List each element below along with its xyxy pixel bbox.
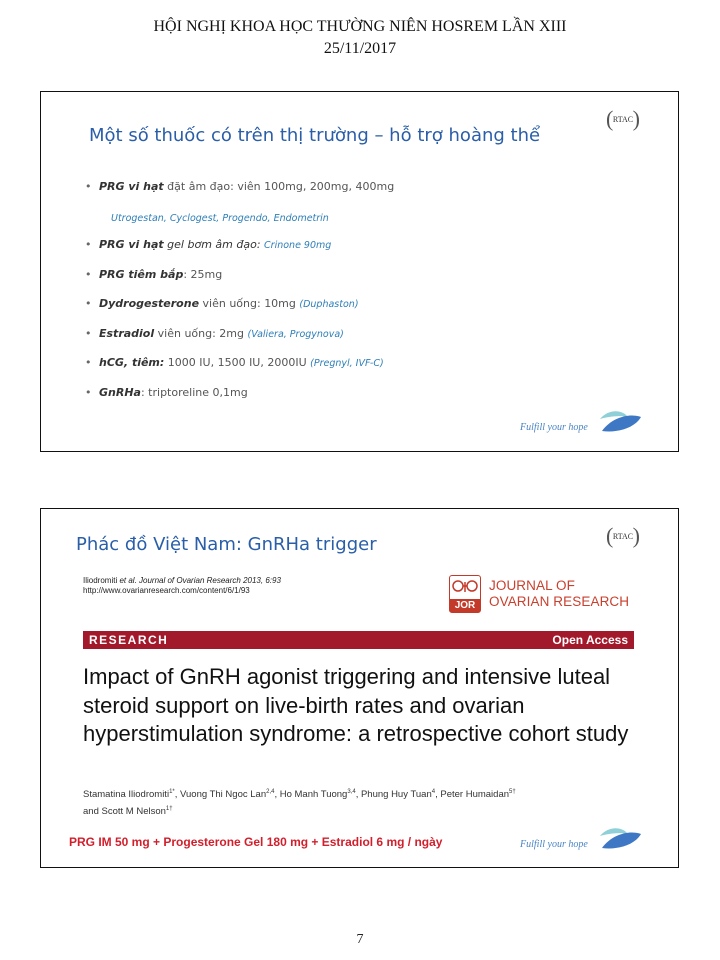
jor-logo-icon: JOR bbox=[449, 575, 481, 613]
slide-gnrha-trigger bbox=[40, 508, 679, 868]
list-item: • Estradiol viên uống: 2mg (Valiera, Progynova) bbox=[85, 326, 344, 340]
rtac-logo: ( ) RTAC bbox=[606, 523, 640, 548]
journal-name: JOURNAL OF OVARIAN RESEARCH bbox=[489, 578, 630, 609]
citation: Iliodromiti et al. Journal of Ovarian Research 2013, 6:93 http://www.ovarianresearch.com/content/6/1/93 bbox=[83, 576, 281, 595]
citation-url: http://www.ovarianresearch.com/content/6/1/93 bbox=[83, 586, 250, 595]
author-list: Stamatina Iliodromiti$^{1*}$, Vuong Thi Ngoc Lan$^{2,4}$, Ho Manh Tuong$^{3,4}$, Phung Huy Tuan$^4$, Peter Humaidan$^{5\dagger}$ and Scott M Nelson$^{1\dagger}$ bbox=[83, 789, 516, 818]
list-item: • PRG tiêm bắp: 25mg bbox=[85, 267, 223, 281]
research-bar bbox=[83, 631, 634, 649]
brand-names: Utrogestan, Cyclogest, Progendo, Endometrin bbox=[111, 213, 329, 224]
list-item: • Dydrogesterone viên uống: 10mg (Duphaston) bbox=[85, 297, 359, 310]
bullet-icon: • bbox=[85, 356, 92, 369]
list-item: • PRG vi hạt gel bơm âm đạo: Crinone 90mg bbox=[85, 238, 332, 251]
list-item: • PRG vi hạt đặt âm đạo: viên 100mg, 200mg, 400mg bbox=[85, 180, 395, 193]
research-label: RESEARCH bbox=[89, 633, 169, 647]
tagline: Fulfill your hope bbox=[520, 422, 588, 433]
tagline: Fulfill your hope bbox=[520, 839, 588, 850]
protocol-text: PRG IM 50 mg + Progesterone Gel 180 mg + Estradiol 6 mg / ngày bbox=[69, 835, 443, 849]
slide-title: Phác đồ Việt Nam: GnRHa trigger bbox=[76, 534, 377, 555]
leaf-logo-icon bbox=[598, 826, 642, 850]
bullet-icon: • bbox=[85, 326, 92, 340]
rtac-logo: ( ) RTAC bbox=[606, 106, 640, 131]
bullet-icon: • bbox=[85, 267, 92, 281]
leaf-logo-icon bbox=[598, 409, 642, 433]
slide-luteal-support-drugs bbox=[40, 91, 679, 452]
page-number: 7 bbox=[356, 932, 364, 947]
conference-date: 25/11/2017 bbox=[323, 40, 397, 57]
bullet-icon: • bbox=[85, 297, 92, 310]
list-item: • GnRHa: triptoreline 0,1mg bbox=[85, 385, 248, 399]
open-access-label: Open Access bbox=[552, 633, 628, 647]
bullet-icon: • bbox=[85, 180, 92, 193]
bullet-icon: • bbox=[85, 238, 92, 251]
bullet-icon: • bbox=[85, 385, 92, 399]
list-item: • hCG, tiêm: 1000 IU, 1500 IU, 2000IU (Pregnyl, IVF-C) bbox=[85, 356, 384, 369]
paper-title: Impact of GnRH agonist triggering and intensive luteal steroid support on live-birth rates and ovarian hyperstimulation syndrome: a retrospective cohort study bbox=[83, 664, 629, 746]
conference-title: HỘI NGHỊ KHOA HỌC THƯỜNG NIÊN HOSREM LẦN XIII bbox=[153, 18, 567, 35]
slide-title: Một số thuốc có trên thị trường – hỗ trợ hoàng thể bbox=[89, 125, 541, 146]
